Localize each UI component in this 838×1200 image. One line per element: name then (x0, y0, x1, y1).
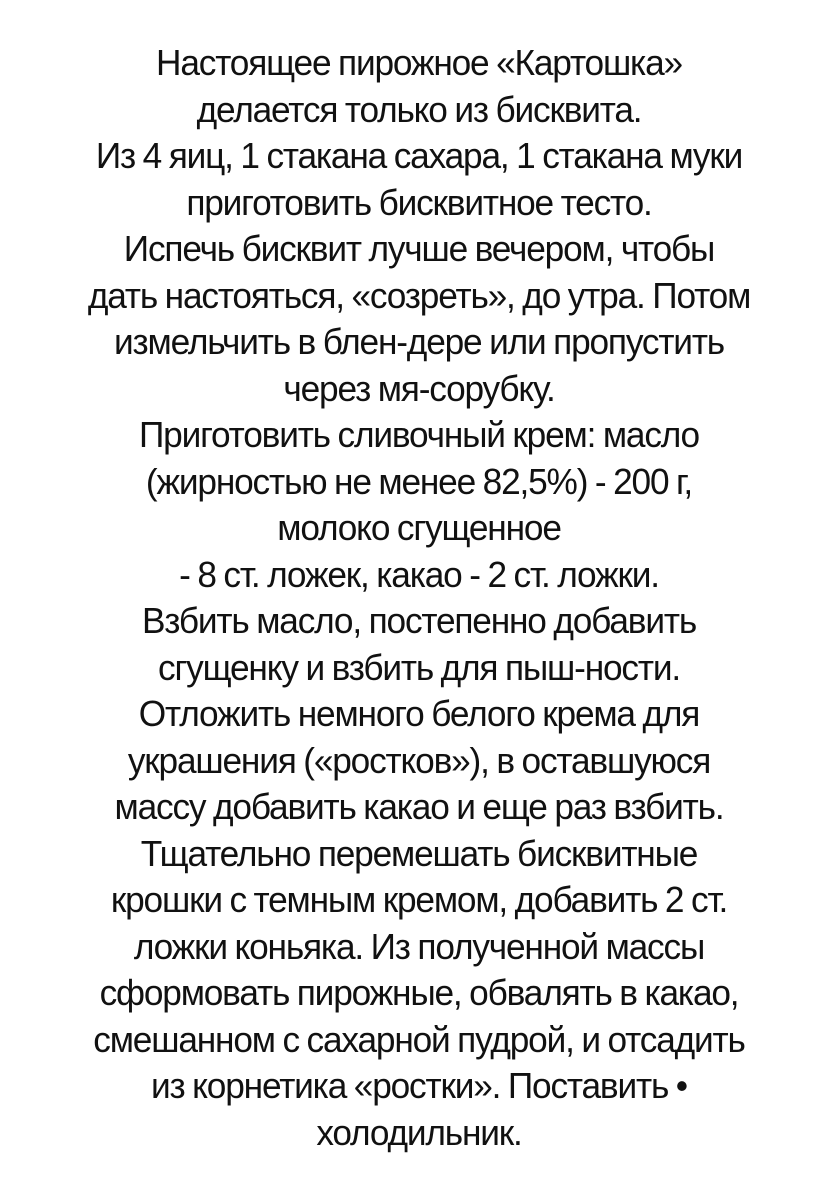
recipe-line: из корнетика «ростки». Поставить • (151, 1065, 687, 1106)
recipe-line: Приготовить сливочный крем: масло (138, 414, 699, 455)
recipe-line: холодильник. (316, 1111, 522, 1153)
recipe-line: дать настояться, «созреть», до утра. Потом (87, 274, 751, 316)
recipe-text (0, 40, 838, 1156)
recipe-line: сгущенку и взбить для пыш-ности. (158, 646, 680, 688)
recipe-line: украшения («ростков»), в оставшуюся (127, 739, 711, 781)
recipe-line: крошки с темным кремом, добавить 2 ст. (110, 879, 728, 920)
recipe-line: приготовить бисквитное тесто. (186, 181, 652, 223)
recipe-line: молоко сгущенное (277, 507, 561, 548)
recipe-line: Отложить немного белого крема для (138, 693, 700, 734)
recipe-line: сформовать пирожные, обвалять в какао, (99, 972, 739, 1013)
recipe-line: измельчить в блен-дере или пропустить (114, 321, 724, 362)
recipe-line: Настоящее пирожное «Картошка» (156, 42, 682, 83)
recipe-line: Из 4 яиц, 1 стакана сахара, 1 стакана муки (95, 135, 743, 176)
recipe-line: - 8 ст. ложек, какао - 2 ст. ложки. (179, 553, 659, 595)
recipe-line: (жирностью не менее 82,5%) - 200 г, (145, 460, 693, 502)
recipe-line: через мя-сорубку. (283, 367, 555, 409)
recipe-line: массу добавить какао и еще раз взбить. (114, 786, 724, 827)
recipe-line: смешанном с сахарной пудрой, и отсадить (93, 1018, 745, 1060)
recipe-line: Тщательно перемешать бисквитные (140, 832, 698, 874)
recipe-line: делается только из бисквита. (196, 88, 642, 130)
recipe-line: Взбить масло, постепенно добавить (141, 600, 697, 641)
recipe-line: Испечь бисквит лучше вечером, чтобы (123, 228, 715, 269)
recipe-line: ложки коньяка. Из полученной массы (133, 925, 705, 967)
